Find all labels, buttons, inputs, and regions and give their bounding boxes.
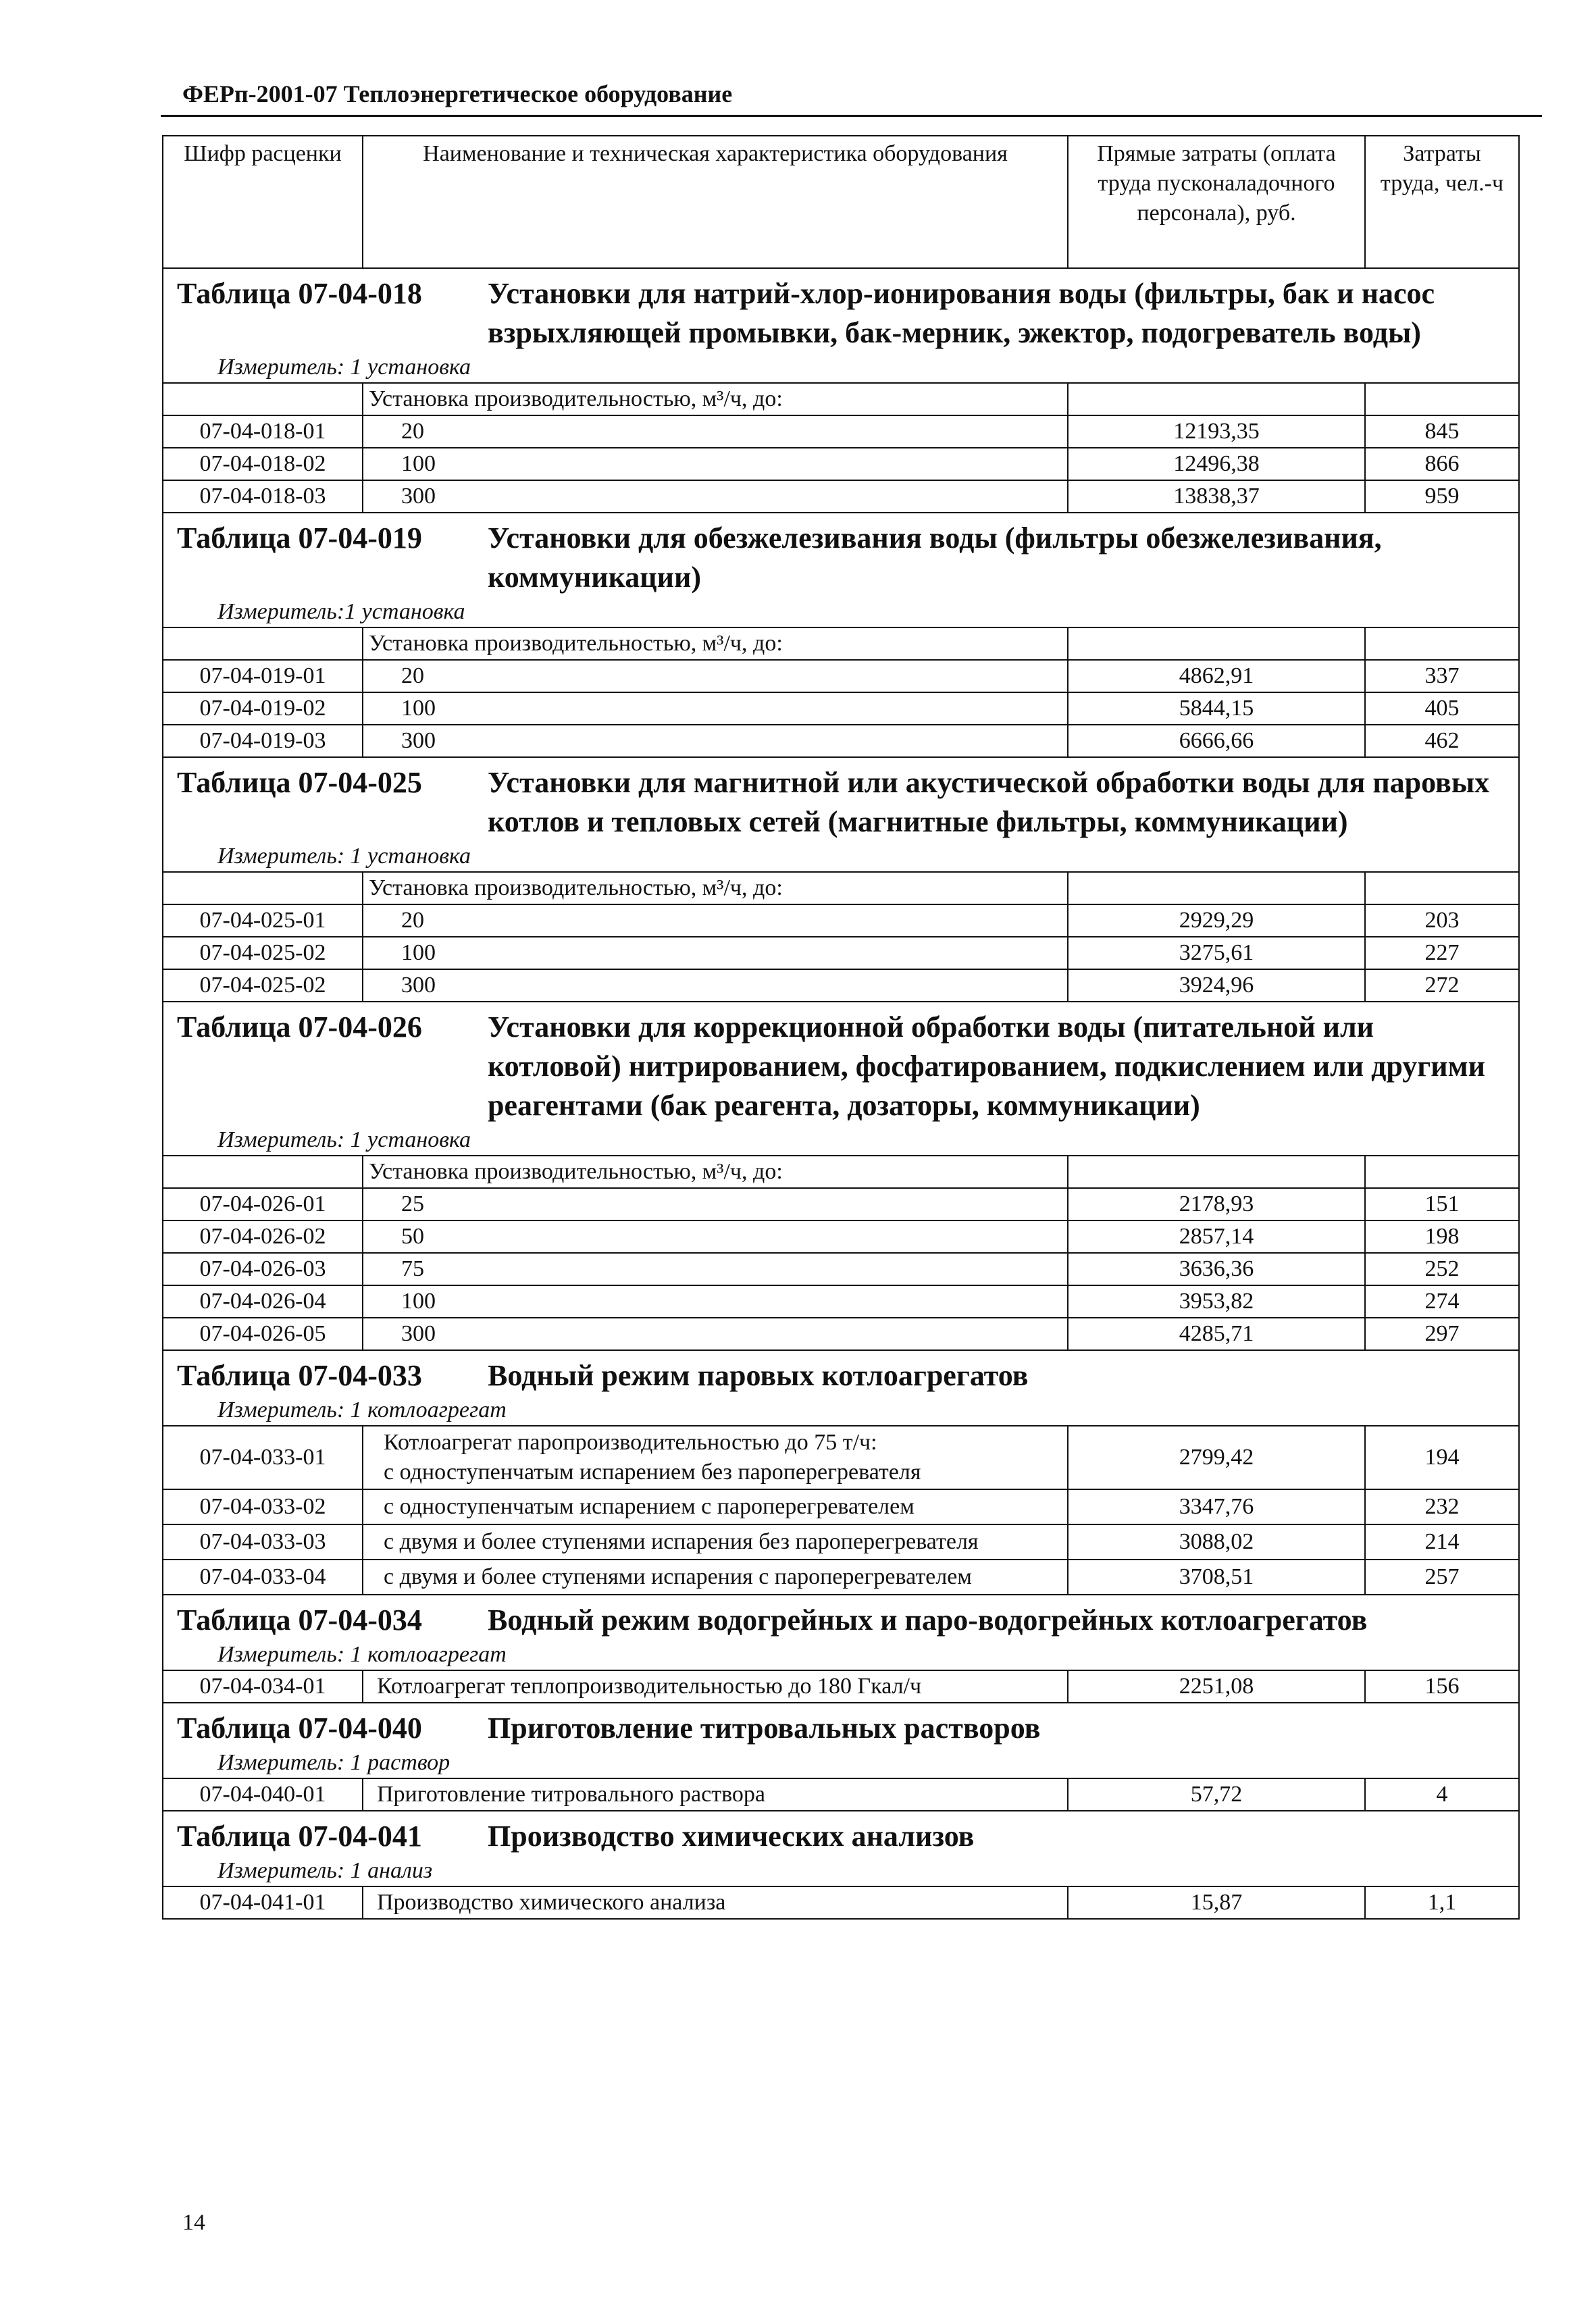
table-row (163, 1253, 1519, 1285)
row-cost: 12193,35 (1068, 415, 1365, 448)
table-title: Производство химических анализов (488, 1820, 975, 1853)
row-labor: 198 (1365, 1220, 1519, 1253)
row-labor: 272 (1365, 969, 1519, 1002)
row-labor: 156 (1365, 1670, 1519, 1703)
row-cost: 3953,82 (1068, 1285, 1365, 1318)
row-description (363, 1426, 1068, 1489)
row-code: 07-04-026-04 (163, 1285, 363, 1318)
row-description: 100 (363, 692, 1068, 725)
column-header-labor: Затраты труда, чел.-ч (1365, 136, 1519, 268)
header-rule (161, 115, 1542, 117)
subheader-text: Установка производительностью, м³/ч, до: (363, 627, 1068, 660)
table-number: Таблица 07-04-025 (177, 766, 422, 799)
row-cost: 6666,66 (1068, 725, 1365, 757)
row-description: 100 (363, 937, 1068, 969)
row-code: 07-04-033-04 (163, 1560, 363, 1595)
table-title: Приготовление титровальных растворов (488, 1712, 1041, 1745)
table-unit: Измеритель:1 установка (217, 599, 465, 624)
row-labor: 151 (1365, 1188, 1519, 1220)
row-cost: 3636,36 (1068, 1253, 1365, 1285)
row-code: 07-04-026-03 (163, 1253, 363, 1285)
row-cost: 4285,71 (1068, 1318, 1365, 1350)
row-code: 07-04-018-02 (163, 448, 363, 480)
row-description: 20 (363, 415, 1068, 448)
table-row (163, 1886, 1519, 1919)
table-row (163, 1426, 1519, 1489)
column-header-name: Наименование и техническая характеристика оборудования (363, 136, 1068, 268)
row-description (363, 1489, 1068, 1524)
row-description: Приготовление титровального раствора (363, 1778, 1068, 1811)
column-header-row (163, 136, 1519, 268)
table-section-header (163, 1350, 1519, 1426)
row-cost: 3708,51 (1068, 1560, 1365, 1595)
row-cost: 3088,02 (1068, 1524, 1365, 1560)
rates-table (162, 135, 1520, 1920)
table-row (163, 660, 1519, 692)
row-code: 07-04-019-01 (163, 660, 363, 692)
table-unit: Измеритель: 1 установка (217, 1127, 471, 1152)
row-code: 07-04-026-01 (163, 1188, 363, 1220)
table-row (163, 692, 1519, 725)
row-cost: 4862,91 (1068, 660, 1365, 692)
row-description: 25 (363, 1188, 1068, 1220)
row-code: 07-04-025-01 (163, 904, 363, 937)
table-row (163, 480, 1519, 513)
row-labor: 959 (1365, 480, 1519, 513)
row-cost: 12496,38 (1068, 448, 1365, 480)
row-description-text: с двумя и более ступенями испарения без пароперегревателя (384, 1529, 979, 1554)
table-section-header (163, 513, 1519, 627)
row-code: 07-04-034-01 (163, 1670, 363, 1703)
table-unit: Измеритель: 1 раствор (217, 1750, 451, 1775)
row-labor: 252 (1365, 1253, 1519, 1285)
row-code: 07-04-018-03 (163, 480, 363, 513)
row-code: 07-04-018-01 (163, 415, 363, 448)
table-number: Таблица 07-04-026 (177, 1010, 422, 1044)
row-code: 07-04-025-02 (163, 937, 363, 969)
table-number: Таблица 07-04-034 (177, 1603, 422, 1637)
row-cost: 3347,76 (1068, 1489, 1365, 1524)
row-labor: 462 (1365, 725, 1519, 757)
row-cost: 2178,93 (1068, 1188, 1365, 1220)
row-cost: 2799,42 (1068, 1426, 1365, 1489)
row-code: 07-04-025-02 (163, 969, 363, 1002)
row-cost: 2857,14 (1068, 1220, 1365, 1253)
table-number: Таблица 07-04-041 (177, 1820, 422, 1853)
page-number: 14 (182, 2210, 205, 2235)
table-unit: Измеритель: 1 котлоагрегат (217, 1397, 507, 1422)
row-code: 07-04-041-01 (163, 1886, 363, 1919)
row-description-text: с одноступенчатым испарением без пароперегревателя (384, 1460, 921, 1485)
row-description-text: с двумя и более ступенями испарения с пароперегревателем (384, 1564, 972, 1589)
row-description: 50 (363, 1220, 1068, 1253)
table-number: Таблица 07-04-018 (177, 277, 422, 310)
row-cost: 3275,61 (1068, 937, 1365, 969)
table-title: Установки для коррекционной обработки воды (питательной или котловой) нитрированием, фосфатированием, подкислением или другими реагентами (бак реагента, дозаторы, коммуникации) (488, 1010, 1485, 1122)
table-row (163, 1318, 1519, 1350)
subheader-row (163, 383, 1519, 415)
row-code: 07-04-033-03 (163, 1524, 363, 1560)
row-description: 300 (363, 969, 1068, 1002)
row-cost: 2929,29 (1068, 904, 1365, 937)
row-labor: 227 (1365, 937, 1519, 969)
row-cost: 3924,96 (1068, 969, 1365, 1002)
table-section-header (163, 1703, 1519, 1778)
subheader-row (163, 1156, 1519, 1188)
table-section-header (163, 1811, 1519, 1886)
row-labor: 1,1 (1365, 1886, 1519, 1919)
table-row (163, 1778, 1519, 1811)
table-body (163, 268, 1519, 1919)
row-labor: 337 (1365, 660, 1519, 692)
row-description-text: с одноступенчатым испарением с пароперегревателем (384, 1494, 915, 1519)
table-number: Таблица 07-04-040 (177, 1712, 422, 1745)
table-number: Таблица 07-04-019 (177, 521, 422, 555)
row-labor: 257 (1365, 1560, 1519, 1595)
row-cost: 13838,37 (1068, 480, 1365, 513)
table-title: Установки для обезжелезивания воды (фильтры обезжелезивания, коммуникации) (488, 521, 1382, 594)
page-header: ФЕРп-2001-07 Теплоэнергетическое оборудование (182, 80, 733, 107)
table-row (163, 904, 1519, 937)
row-description: Котлоагрегат теплопроизводительностью до 180 Гкал/ч (363, 1670, 1068, 1703)
subheader-row (163, 872, 1519, 904)
table-unit: Измеритель: 1 установка (217, 355, 471, 380)
table-number: Таблица 07-04-033 (177, 1359, 422, 1392)
column-header-code: Шифр расценки (163, 136, 363, 268)
row-description: 100 (363, 448, 1068, 480)
row-code: 07-04-033-02 (163, 1489, 363, 1524)
table-row (163, 725, 1519, 757)
row-labor: 232 (1365, 1489, 1519, 1524)
row-labor: 4 (1365, 1778, 1519, 1811)
table-section-header (163, 757, 1519, 872)
row-labor: 203 (1365, 904, 1519, 937)
row-code: 07-04-026-05 (163, 1318, 363, 1350)
table-row (163, 1670, 1519, 1703)
subheader-text: Установка производительностью, м³/ч, до: (363, 383, 1068, 415)
row-labor: 297 (1365, 1318, 1519, 1350)
row-description: 300 (363, 1318, 1068, 1350)
table-row (163, 1285, 1519, 1318)
row-labor: 274 (1365, 1285, 1519, 1318)
table-row (163, 937, 1519, 969)
row-description: 20 (363, 660, 1068, 692)
table-title: Водный режим водогрейных и паро-водогрейных котлоагрегатов (488, 1603, 1368, 1637)
row-labor: 214 (1365, 1524, 1519, 1560)
table-title: Установки для магнитной или акустической обработки воды для паровых котлов и тепловых сетей (магнитные фильтры, коммуникации) (488, 766, 1490, 838)
table-row (163, 1524, 1519, 1560)
row-cost: 5844,15 (1068, 692, 1365, 725)
subheader-row (163, 627, 1519, 660)
row-description (363, 1560, 1068, 1595)
table-row (163, 1489, 1519, 1524)
row-labor: 194 (1365, 1426, 1519, 1489)
row-code: 07-04-019-02 (163, 692, 363, 725)
table-row (163, 415, 1519, 448)
subheader-text: Установка производительностью, м³/ч, до: (363, 872, 1068, 904)
table-unit: Измеритель: 1 установка (217, 844, 471, 869)
row-description: 75 (363, 1253, 1068, 1285)
subheader-text: Котлоагрегат паропроизводительностью до 75 т/ч: (384, 1430, 877, 1455)
table-unit: Измеритель: 1 котлоагрегат (217, 1642, 507, 1667)
row-description (363, 1524, 1068, 1560)
row-description: 300 (363, 725, 1068, 757)
row-description: 300 (363, 480, 1068, 513)
row-code: 07-04-026-02 (163, 1220, 363, 1253)
row-description: 20 (363, 904, 1068, 937)
row-code: 07-04-033-01 (163, 1426, 363, 1489)
row-cost: 57,72 (1068, 1778, 1365, 1811)
table-title: Водный режим паровых котлоагрегатов (488, 1359, 1029, 1392)
row-labor: 845 (1365, 415, 1519, 448)
row-cost: 2251,08 (1068, 1670, 1365, 1703)
table-section-header (163, 1595, 1519, 1670)
table-row (163, 969, 1519, 1002)
row-cost: 15,87 (1068, 1886, 1365, 1919)
table-title: Установки для натрий-хлор-ионирования воды (фильтры, бак и насос взрыхляющей промывки, бак-мерник, эжектор, подогреватель воды) (488, 277, 1435, 349)
row-description: 100 (363, 1285, 1068, 1318)
table-row (163, 1188, 1519, 1220)
table-section-header (163, 268, 1519, 383)
table-unit: Измеритель: 1 анализ (217, 1858, 433, 1883)
row-code: 07-04-040-01 (163, 1778, 363, 1811)
row-description: Производство химического анализа (363, 1886, 1068, 1919)
table-row (163, 1220, 1519, 1253)
column-header-cost: Прямые затраты (оплата труда пусконаладочного персонала), руб. (1068, 136, 1365, 268)
table-row (163, 1560, 1519, 1595)
row-code: 07-04-019-03 (163, 725, 363, 757)
table-section-header (163, 1002, 1519, 1156)
table-row (163, 448, 1519, 480)
row-labor: 866 (1365, 448, 1519, 480)
subheader-text: Установка производительностью, м³/ч, до: (363, 1156, 1068, 1188)
row-labor: 405 (1365, 692, 1519, 725)
